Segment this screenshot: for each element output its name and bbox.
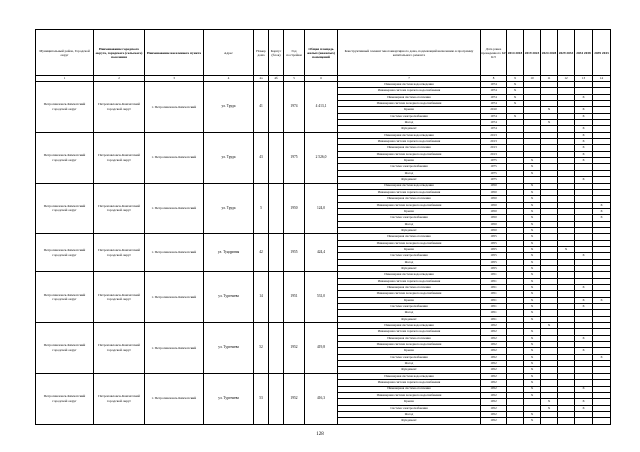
prev-repair-date-cell: 1952 xyxy=(481,386,507,392)
house-number-cell: 43 xyxy=(254,132,269,183)
prev-repair-date-cell: 1955 xyxy=(481,265,507,271)
prev-repair-date-cell: 1974 xyxy=(481,120,507,126)
column-number: 4а xyxy=(254,76,269,82)
prev-repair-date-cell: 1952 xyxy=(481,411,507,417)
element-name-cell: Инженерная система горячего водоснабжения xyxy=(338,189,481,195)
period-2024-mark: X xyxy=(541,120,558,126)
district-cell: Петропавловск-Камчатский городской округ xyxy=(36,82,94,133)
period-2034-mark: X xyxy=(575,335,593,341)
building-cell xyxy=(269,272,284,323)
period-2014-mark: X xyxy=(507,88,524,94)
street-cell: ул. Тургенева xyxy=(204,272,254,323)
house-number-cell: 42 xyxy=(254,234,269,272)
prev-repair-date-cell: 1951 xyxy=(481,272,507,278)
prev-repair-date-cell: 1950 xyxy=(481,215,507,221)
prev-repair-date-cell: 1975 xyxy=(481,170,507,176)
prev-repair-date-cell: 1952 xyxy=(481,392,507,398)
settlement-cell: Петропавловск-Камчатский городской округ xyxy=(94,373,145,424)
building-cell xyxy=(269,183,284,234)
prev-repair-date-cell: 1951 xyxy=(481,310,507,316)
element-name-cell: Крыша xyxy=(338,107,481,113)
area-cell: 531,0 xyxy=(305,272,338,323)
column-number: 13 xyxy=(575,76,593,82)
locality-cell: г. Петропавловск-Камчатский xyxy=(145,234,204,272)
column-number: 6 xyxy=(305,76,338,82)
header-building: Корпус (блок) xyxy=(269,30,284,76)
column-number: 1 xyxy=(36,76,94,82)
period-2024-mark: X xyxy=(541,405,558,411)
prev-repair-date-cell: 1952 xyxy=(481,361,507,367)
area-cell: 424,4 xyxy=(305,234,338,272)
element-name-cell: Крыша xyxy=(338,399,481,405)
element-name-cell: Инженерная система водоотведения xyxy=(338,82,481,88)
period-2019-mark: X xyxy=(524,234,541,240)
element-name-cell: Фундамент xyxy=(338,227,481,233)
element-name-cell: Фундамент xyxy=(338,126,481,132)
header-prev-repair-date: Дата ранее проведенного КР КЭ xyxy=(481,30,507,76)
house-number-cell: 5 xyxy=(254,183,269,234)
period-2019-mark: X xyxy=(524,189,541,195)
prev-repair-date-cell: 1951 xyxy=(481,304,507,310)
prev-repair-date-cell: 1950 xyxy=(481,227,507,233)
settlement-cell: Петропавловск-Камчатский городской округ xyxy=(94,132,145,183)
element-name-cell: Система электроснабжения xyxy=(338,113,481,119)
period-2039-mark: X xyxy=(593,202,611,208)
period-2019-mark: X xyxy=(524,183,541,189)
column-number: 3 xyxy=(145,76,204,82)
element-name-cell: Инженерная система горячего водоснабжения xyxy=(338,139,481,145)
building-cell xyxy=(269,373,284,424)
period-2019-mark: X xyxy=(524,380,541,386)
period-2019-mark: X xyxy=(524,196,541,202)
year-cell: 1974 xyxy=(284,82,305,133)
prev-repair-date-cell: 1975 xyxy=(481,158,507,164)
prev-repair-date-cell: 1952 xyxy=(481,367,507,373)
header-district: Муниципальный район, Городской округ xyxy=(36,30,94,76)
locality-cell: г. Петропавловск-Камчатский xyxy=(145,323,204,374)
column-number: 5 xyxy=(284,76,305,82)
period-2014-mark: X xyxy=(507,82,524,88)
period-2019-mark: X xyxy=(524,272,541,278)
element-name-cell: Инженерная система холодного водоснабжения xyxy=(338,342,481,348)
locality-cell: г. Петропавловск-Камчатский xyxy=(145,373,204,424)
element-name-cell: Инженерная система отопления xyxy=(338,285,481,291)
area-cell: 419,8 xyxy=(305,323,338,374)
element-name-cell: Система электроснабжения xyxy=(338,215,481,221)
element-name-cell: Инженерная система холодного водоснабжения xyxy=(338,151,481,157)
header-locality: Наименование населенного пункта xyxy=(145,30,204,76)
period-2019-mark: X xyxy=(524,329,541,335)
period-2019-mark: X xyxy=(524,373,541,379)
prev-repair-date-cell: 1951 xyxy=(481,297,507,303)
period-2019-mark: X xyxy=(524,221,541,227)
period-2019-mark: X xyxy=(524,386,541,392)
street-cell: ул. Труда xyxy=(204,183,254,234)
period-2019-mark: X xyxy=(524,278,541,284)
period-2019-mark: X xyxy=(524,297,541,303)
period-2019-mark: X xyxy=(524,253,541,259)
district-cell: Петропавловск-Камчатский городской округ xyxy=(36,183,94,234)
street-cell: ул. Тундровая xyxy=(204,234,254,272)
element-name-cell: Фундамент xyxy=(338,265,481,271)
header-element: Конструктивный элемент многоквартирного дома, подлежащий включению в программу капитального ремонта xyxy=(338,30,481,76)
period-2019-mark: X xyxy=(524,392,541,398)
period-2034-mark: X xyxy=(575,139,593,145)
house-number-cell: 41 xyxy=(254,82,269,133)
street-cell: ул. Труда xyxy=(204,132,254,183)
year-cell: 1951 xyxy=(284,272,305,323)
period-2019-mark: X xyxy=(524,291,541,297)
element-name-cell: Инженерная система горячего водоснабжения xyxy=(338,278,481,284)
period-2019-mark: X xyxy=(524,158,541,164)
element-name-cell: Система электроснабжения xyxy=(338,304,481,310)
prev-repair-date-cell: 1952 xyxy=(481,405,507,411)
header-year: Год постройки xyxy=(284,30,305,76)
district-cell: Петропавловск-Камчатский городской округ xyxy=(36,234,94,272)
prev-repair-date-cell: 1952 xyxy=(481,399,507,405)
header-period-2034: 2034 2038 xyxy=(575,30,593,76)
house-number-cell: 53 xyxy=(254,373,269,424)
prev-repair-date-cell: 1974 xyxy=(481,82,507,88)
column-number: 10 xyxy=(524,76,541,82)
header-row xyxy=(36,30,611,76)
district-cell: Петропавловск-Камчатский городской округ xyxy=(36,132,94,183)
period-2024-mark: X xyxy=(541,107,558,113)
element-name-cell: Фундамент xyxy=(338,418,481,424)
year-cell: 1950 xyxy=(284,183,305,234)
period-2034-mark: X xyxy=(575,107,593,113)
area-cell: 124,0 xyxy=(305,183,338,234)
district-cell: Петропавловск-Камчатский городской округ xyxy=(36,373,94,424)
period-2019-mark: X xyxy=(524,367,541,373)
column-number: 4 xyxy=(204,76,254,82)
element-name-cell: Инженерная система холодного водоснабжения xyxy=(338,291,481,297)
period-2034-mark: X xyxy=(575,132,593,138)
settlement-cell: Петропавловск-Камчатский городской округ xyxy=(94,183,145,234)
document-sheet xyxy=(35,29,610,425)
period-2034-mark: X xyxy=(575,94,593,100)
element-name-cell: Инженерная система отопления xyxy=(338,94,481,100)
period-2014-mark xyxy=(507,418,524,424)
prev-repair-date-cell: 1952 xyxy=(481,348,507,354)
prev-repair-date-cell: 1975 xyxy=(481,177,507,183)
period-2034-mark: X xyxy=(575,145,593,151)
period-2019-mark: X xyxy=(524,240,541,246)
column-number: 12 xyxy=(558,76,575,82)
period-2019-mark: X xyxy=(524,348,541,354)
prev-repair-date-cell: 1952 xyxy=(481,380,507,386)
element-name-cell: Крыша xyxy=(338,208,481,214)
year-cell: 1955 xyxy=(284,234,305,272)
period-2024-mark xyxy=(541,418,558,424)
prev-repair-date-cell: 1950 xyxy=(481,189,507,195)
header-address: Адрес xyxy=(204,30,254,76)
header-period-2014: 2014 2018 xyxy=(507,30,524,76)
period-2019-mark: X xyxy=(524,310,541,316)
header-area: Общая площадь жилых (нежилых) помещений xyxy=(305,30,338,76)
element-name-cell: Инженерная система водоотведения xyxy=(338,183,481,189)
period-2019-mark: X xyxy=(524,215,541,221)
prev-repair-date-cell: 2013 xyxy=(481,132,507,138)
period-2019-mark: X xyxy=(524,304,541,310)
period-2019-mark: X xyxy=(524,411,541,417)
settlement-cell: Петропавловск-Камчатский городской округ xyxy=(94,82,145,133)
period-2019-mark: X xyxy=(524,354,541,360)
element-name-cell: Инженерная система водоотведения xyxy=(338,373,481,379)
prev-repair-date-cell: 1952 xyxy=(481,418,507,424)
period-2034-mark: X xyxy=(575,297,593,303)
element-name-cell: Фасад xyxy=(338,259,481,265)
element-name-cell: Крыша xyxy=(338,246,481,252)
column-number: 11 xyxy=(541,76,558,82)
period-2014-mark: X xyxy=(507,94,524,100)
column-number: 2 xyxy=(94,76,145,82)
column-number: 7 xyxy=(338,76,481,82)
prev-repair-date-cell: 1951 xyxy=(481,291,507,297)
settlement-cell: Петропавловск-Камчатский городской округ xyxy=(94,323,145,374)
column-number: 14 xyxy=(593,76,611,82)
period-2019-mark: X xyxy=(524,342,541,348)
header-period-2019: 2019 2023 xyxy=(524,30,541,76)
element-name-cell: Фасад xyxy=(338,221,481,227)
locality-cell: г. Петропавловск-Камчатский xyxy=(145,183,204,234)
prev-repair-date-cell: 1974 xyxy=(481,101,507,107)
prev-repair-date-cell: 1952 xyxy=(481,342,507,348)
area-cell: 416,3 xyxy=(305,373,338,424)
table-body xyxy=(36,82,611,425)
element-name-cell: Инженерная система водоотведения xyxy=(338,132,481,138)
header-house-number: Номер дома xyxy=(254,30,269,76)
period-2034-mark: X xyxy=(575,304,593,310)
header-period-2024: 2024 2028 xyxy=(541,30,558,76)
element-name-cell: Инженерная система горячего водоснабжения xyxy=(338,88,481,94)
locality-cell: г. Петропавловск-Камчатский xyxy=(145,82,204,133)
period-2034-mark: X xyxy=(575,253,593,259)
column-number: 8 xyxy=(481,76,507,82)
period-2034-mark: X xyxy=(575,348,593,354)
prev-repair-date-cell: 1952 xyxy=(481,323,507,329)
element-name-cell: Фасад xyxy=(338,120,481,126)
element-name-cell: Инженерная система отопления xyxy=(338,196,481,202)
period-2019-mark: X xyxy=(524,361,541,367)
prev-repair-date-cell: 1974 xyxy=(481,113,507,119)
period-2019-mark: X xyxy=(524,265,541,271)
prev-repair-date-cell: 1952 xyxy=(481,335,507,341)
element-name-cell: Инженерная система холодного водоснабжения xyxy=(338,240,481,246)
header-settlement: Наименование городского округа, городского (сельского) поселения xyxy=(94,30,145,76)
prev-repair-date-cell: 1951 xyxy=(481,316,507,322)
element-name-cell: Система электроснабжения xyxy=(338,164,481,170)
period-2019-mark: X xyxy=(524,335,541,341)
element-name-cell: Инженерная система холодного водоснабжения xyxy=(338,392,481,398)
building-cell xyxy=(269,234,284,272)
prev-repair-date-cell: 1951 xyxy=(481,285,507,291)
prev-repair-date-cell: 2013 xyxy=(481,151,507,157)
period-2019-mark: X xyxy=(524,227,541,233)
period-2034-mark: X xyxy=(575,399,593,405)
building-cell xyxy=(269,132,284,183)
prev-repair-date-cell: 1975 xyxy=(481,164,507,170)
element-name-cell: Инженерная система водоотведения xyxy=(338,272,481,278)
period-2019-mark: X xyxy=(524,246,541,252)
element-name-cell: Инженерная система водоотведения xyxy=(338,323,481,329)
element-name-cell: Фундамент xyxy=(338,316,481,322)
year-cell: 1952 xyxy=(284,373,305,424)
period-2019-mark: X xyxy=(524,259,541,265)
prev-repair-date-cell: 1950 xyxy=(481,196,507,202)
column-number: 4б xyxy=(269,76,284,82)
prev-repair-date-cell: 1955 xyxy=(481,240,507,246)
prev-repair-date-cell: 2010 xyxy=(481,107,507,113)
prev-repair-date-cell: 1952 xyxy=(481,329,507,335)
element-name-cell: Система электроснабжения xyxy=(338,354,481,360)
building-cell xyxy=(269,323,284,374)
column-number: 9 xyxy=(507,76,524,82)
element-name-cell: Фундамент xyxy=(338,177,481,183)
period-2019-mark: X xyxy=(524,202,541,208)
element-name-cell: Фасад xyxy=(338,361,481,367)
prev-repair-date-cell: 1952 xyxy=(481,354,507,360)
prev-repair-date-cell: 1974 xyxy=(481,88,507,94)
period-2034-mark: X xyxy=(575,151,593,157)
period-2019-mark: X xyxy=(524,208,541,214)
element-name-cell: Система электроснабжения xyxy=(338,253,481,259)
area-cell: 2 526,0 xyxy=(305,132,338,183)
street-cell: ул. Труда xyxy=(204,82,254,133)
period-2034-mark: X xyxy=(575,405,593,411)
element-name-cell: Инженерная система холодного водоснабжения xyxy=(338,202,481,208)
prev-repair-date-cell: 1950 xyxy=(481,202,507,208)
prev-repair-date-cell: 1974 xyxy=(481,94,507,100)
header-period-2039: 2039 2043 xyxy=(593,30,611,76)
period-2019-mark: X xyxy=(524,164,541,170)
prev-repair-date-cell: 1955 xyxy=(481,246,507,252)
period-2029-mark xyxy=(558,418,575,424)
prev-repair-date-cell: 2013 xyxy=(481,145,507,151)
element-name-cell: Инженерная система холодного водоснабжения xyxy=(338,101,481,107)
prev-repair-date-cell: 1974 xyxy=(481,126,507,132)
prev-repair-date-cell: 1951 xyxy=(481,278,507,284)
building-cell xyxy=(269,82,284,133)
period-2034-mark: X xyxy=(575,285,593,291)
element-name-cell: Крыша xyxy=(338,158,481,164)
period-2019-mark: X xyxy=(524,285,541,291)
period-2034-mark: X xyxy=(575,113,593,119)
house-number-cell: 14 xyxy=(254,272,269,323)
element-name-cell: Инженерная система горячего водоснабжения xyxy=(338,380,481,386)
element-name-cell: Инженерная система горячего водоснабжения xyxy=(338,329,481,335)
element-name-cell: Фасад xyxy=(338,411,481,417)
period-2024-mark: X xyxy=(541,323,558,329)
period-2019-mark: X xyxy=(524,418,541,424)
year-cell: 1975 xyxy=(284,132,305,183)
period-2034-mark xyxy=(575,418,593,424)
district-cell: Петропавловск-Камчатский городской округ xyxy=(36,272,94,323)
prev-repair-date-cell: 1952 xyxy=(481,373,507,379)
element-name-cell: Фасад xyxy=(338,310,481,316)
prev-repair-date-cell: 1955 xyxy=(481,234,507,240)
element-name-cell: Инженерная система отопления xyxy=(338,386,481,392)
period-2034-mark: X xyxy=(575,126,593,132)
prev-repair-date-cell: 1950 xyxy=(481,183,507,189)
capital-repair-table xyxy=(35,29,611,425)
district-cell: Петропавловск-Камчатский городской округ xyxy=(36,323,94,374)
year-cell: 1952 xyxy=(284,323,305,374)
prev-repair-date-cell: 1955 xyxy=(481,259,507,265)
element-name-cell: Инженерная система отопления xyxy=(338,145,481,151)
locality-cell: г. Петропавловск-Камчатский xyxy=(145,132,204,183)
period-2039-mark: X xyxy=(593,215,611,221)
period-2014-mark: X xyxy=(507,101,524,107)
element-name-cell: Инженерная система отопления xyxy=(338,234,481,240)
period-2034-mark: X xyxy=(575,386,593,392)
house-number-cell: 52 xyxy=(254,323,269,374)
period-2019-mark: X xyxy=(524,316,541,322)
settlement-cell: Петропавловск-Камчатский городской округ xyxy=(94,272,145,323)
header-period-2029: 2029 2033 xyxy=(558,30,575,76)
settlement-cell: Петропавловск-Камчатский городской округ xyxy=(94,234,145,272)
prev-repair-date-cell: 1950 xyxy=(481,208,507,214)
locality-cell: г. Петропавловск-Камчатский xyxy=(145,272,204,323)
period-2034-mark: X xyxy=(575,158,593,164)
period-2014-mark: X xyxy=(507,113,524,119)
period-2039-mark xyxy=(593,418,611,424)
element-name-cell: Фасад xyxy=(338,170,481,176)
period-2039-mark: X xyxy=(593,354,611,360)
element-name-cell: Инженерная система отопления xyxy=(338,335,481,341)
period-2039-mark: X xyxy=(593,208,611,214)
page-number: 128 xyxy=(316,432,324,437)
street-cell: ул. Тургенева xyxy=(204,323,254,374)
period-2039-mark: X xyxy=(593,297,611,303)
period-2024-mark: X xyxy=(541,399,558,405)
element-name-cell: Система электроснабжения xyxy=(338,405,481,411)
prev-repair-date-cell: 2013 xyxy=(481,139,507,145)
element-name-cell: Крыша xyxy=(338,297,481,303)
prev-repair-date-cell: 1950 xyxy=(481,221,507,227)
period-2034-mark: X xyxy=(575,177,593,183)
element-name-cell: Крыша xyxy=(338,348,481,354)
period-2019-mark: X xyxy=(524,170,541,176)
element-name-cell: Фундамент xyxy=(338,367,481,373)
area-cell: 4 413,1 xyxy=(305,82,338,133)
street-cell: ул. Тургенева xyxy=(204,373,254,424)
period-2029-mark: X xyxy=(558,246,575,252)
prev-repair-date-cell: 1955 xyxy=(481,253,507,259)
